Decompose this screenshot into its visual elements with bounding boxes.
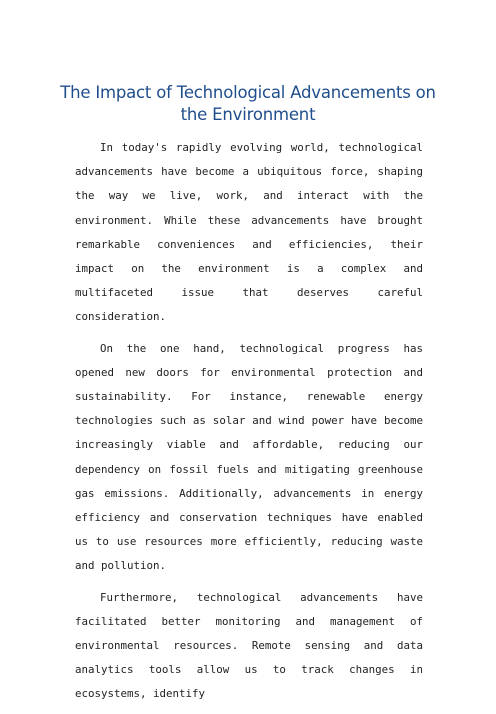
document-body [75,136,423,714]
paragraph-2: On the one hand, technological progress has opened new doors for environmental protection and sustainability. For instance, renewable energy technologies such as solar and wind power have become increasingly viable and affordable, reducing our dependency on fossil fuels and mitigating greenhouse gas emissions. Additionally, advancements in energy efficiency and conservation techniques have enabled us to use resources more efficiently, reducing waste and pollution. [75,341,423,573]
paragraph-1: In today's rapidly evolving world, technological advancements have become a ubiquitous force, shaping the way we live, work, and interact with the environment. While these advancements have brought remarkable conveniences and efficiencies, their impact on the environment is a complex and multifaceted issue that deserves careful consideration. [75,141,423,324]
document-title: The Impact of Technological Advancements on the Environment [60,83,436,124]
paragraph-3: Furthermore, technological advancements have facilitated better monitoring and management of environmental resources. Remote sensing and data analytics tools allow us to track changes in ecosystems, identify [75,590,423,701]
